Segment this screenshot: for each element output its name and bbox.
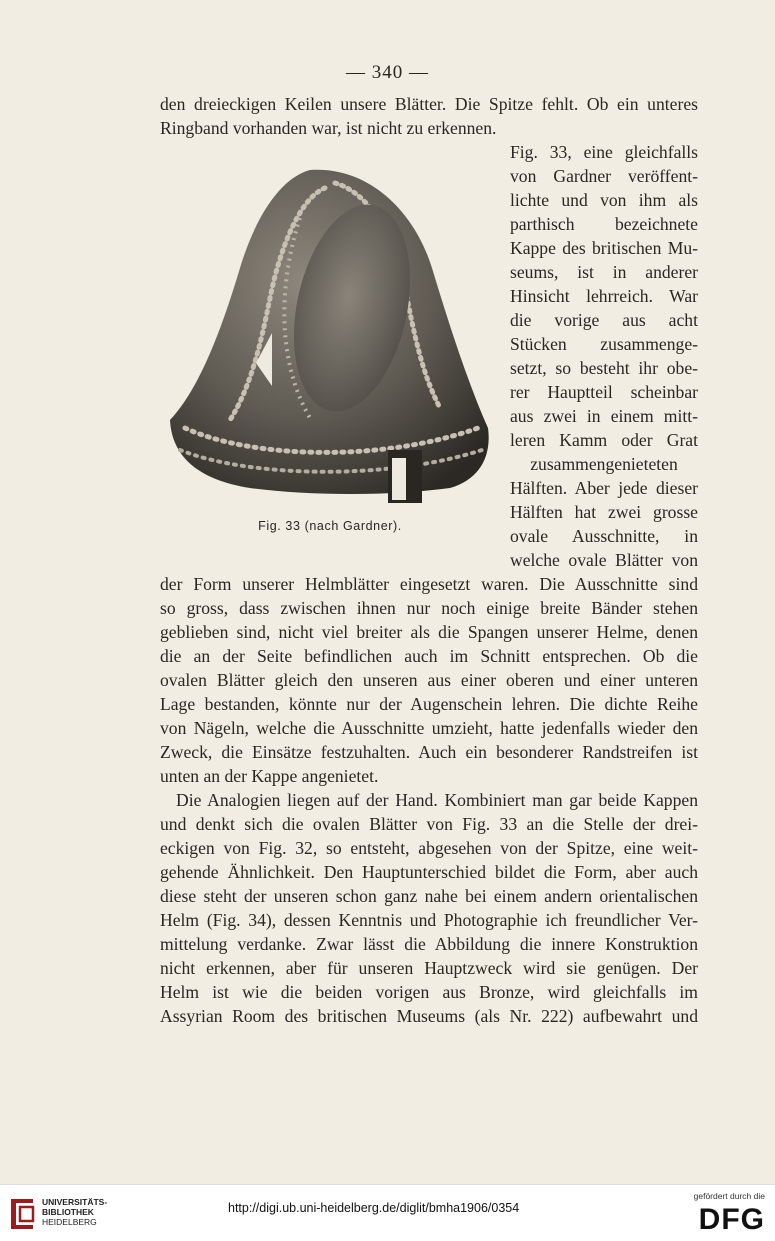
library-name-line: BIBLIOTHEK bbox=[42, 1207, 94, 1217]
side-text-line: von Gardner veröffent- bbox=[510, 166, 698, 186]
text-line: Lage bestanden, könnte nur der Augenschein lehren. Die dichte Reihe bbox=[160, 694, 698, 714]
text-line: der Form unserer Helmblätter eingesetzt waren. Die Ausschnitte sind bbox=[160, 574, 698, 594]
text-line: den dreieckigen Keilen unsere Blätter. Die Spitze fehlt. Ob ein unteres bbox=[160, 94, 698, 114]
side-text-line: Hinsicht lehrreich. War bbox=[510, 286, 698, 306]
side-text-line: die vorige aus acht bbox=[510, 310, 698, 330]
text-line: von Nägeln, welche die Ausschnitte umzieht, hatte jedenfalls wieder den bbox=[160, 718, 698, 738]
text-line: Helm ist wie die beiden vorigen aus Bronze, wird gleichfalls im bbox=[160, 982, 698, 1002]
text-line: so gross, dass zwischen ihnen nur noch einige breite Bänder stehen bbox=[160, 598, 698, 618]
text-line: eckigen von Fig. 32, so entsteht, abgesehen von der Spitze, eine weit- bbox=[160, 838, 698, 858]
figure-helmet-photo bbox=[160, 158, 502, 510]
library-name-line: UNIVERSITÄTS- bbox=[42, 1197, 108, 1207]
side-text-line: aus zwei in einem mitt- bbox=[510, 406, 698, 426]
text-line: Die Analogien liegen auf der Hand. Kombiniert man gar beide Kappen bbox=[176, 790, 698, 810]
side-text-line: lichte und von ihm als bbox=[510, 190, 698, 210]
side-text-line: seums, ist in anderer bbox=[510, 262, 698, 282]
side-text-line: Kappe des britischen Mu- bbox=[510, 238, 698, 258]
text-line: die an der Seite befindlichen auch im Schnitt entsprechen. Ob die bbox=[160, 646, 698, 666]
side-text-line: zusammengenieteten bbox=[530, 454, 678, 474]
text-line: ovalen Blätter gleich den unseren aus einer oberen und einer unteren bbox=[160, 670, 698, 690]
text-line: Assyrian Room des britischen Museums (als Nr. 222) aufbewahrt und bbox=[160, 1006, 698, 1026]
side-text-line: ovale Ausschnitte, in bbox=[510, 526, 698, 546]
side-text-line: setzt, so besteht ihr obe- bbox=[510, 358, 698, 378]
side-text-line: Hälften. Aber jede dieser bbox=[510, 478, 698, 498]
figure-caption: Fig. 33 (nach Gardner). bbox=[258, 519, 402, 533]
text-line: und denkt sich die ovalen Blätter von Fig. 33 an die Stelle der drei- bbox=[160, 814, 698, 834]
text-line: nicht erkennen, aber für unseren Hauptzweck wird sie genügen. Der bbox=[160, 958, 698, 978]
library-name bbox=[42, 1197, 107, 1227]
dfg-logo[interactable]: DFG bbox=[698, 1203, 765, 1236]
side-text-line: Hälften hat zwei grosse bbox=[510, 502, 698, 522]
document-url-link[interactable]: http://digi.ub.uni-heidelberg.de/diglit/bmha1906/0354 bbox=[228, 1201, 520, 1215]
text-line: geblieben sind, nicht viel breiter als die Spangen unserer Helme, denen bbox=[160, 622, 698, 642]
side-text-line: welche ovale Blätter von bbox=[510, 550, 698, 570]
library-logo-icon[interactable] bbox=[8, 1195, 36, 1238]
text-line: unten an der Kappe angenietet. bbox=[160, 766, 379, 786]
side-text-line: leren Kamm oder Grat bbox=[510, 430, 698, 450]
text-line: Helm (Fig. 34), dessen Kenntnis und Photographie ich freundlicher Ver- bbox=[160, 910, 698, 930]
text-line: mittelung verdanke. Zwar lässt die Abbildung die innere Konstruktion bbox=[160, 934, 698, 954]
text-line: Zweck, die Einsätze festzuhalten. Auch ein besonderer Randstreifen ist bbox=[160, 742, 698, 762]
side-text-line: parthisch bezeichnete bbox=[510, 214, 698, 234]
text-line: diese steht der unseren schon ganz nahe bei einem andern orientalischen bbox=[160, 886, 698, 906]
helmet-image bbox=[160, 158, 502, 510]
side-text-line: Fig. 33, eine gleichfalls bbox=[510, 142, 698, 162]
funded-by-label: gefördert durch die bbox=[693, 1191, 765, 1201]
library-name-line: HEIDELBERG bbox=[42, 1217, 97, 1227]
text-line: gehende Ähnlichkeit. Den Hauptunterschied bildet die Form, aber auch bbox=[160, 862, 698, 882]
text-line: Ringband vorhanden war, ist nicht zu erkennen. bbox=[160, 118, 497, 138]
side-text-line: rer Hauptteil scheinbar bbox=[510, 382, 698, 402]
page-number: — 340 — bbox=[346, 62, 429, 83]
footer-bar bbox=[0, 1184, 775, 1241]
side-text-line: Stücken zusammenge- bbox=[510, 334, 698, 354]
